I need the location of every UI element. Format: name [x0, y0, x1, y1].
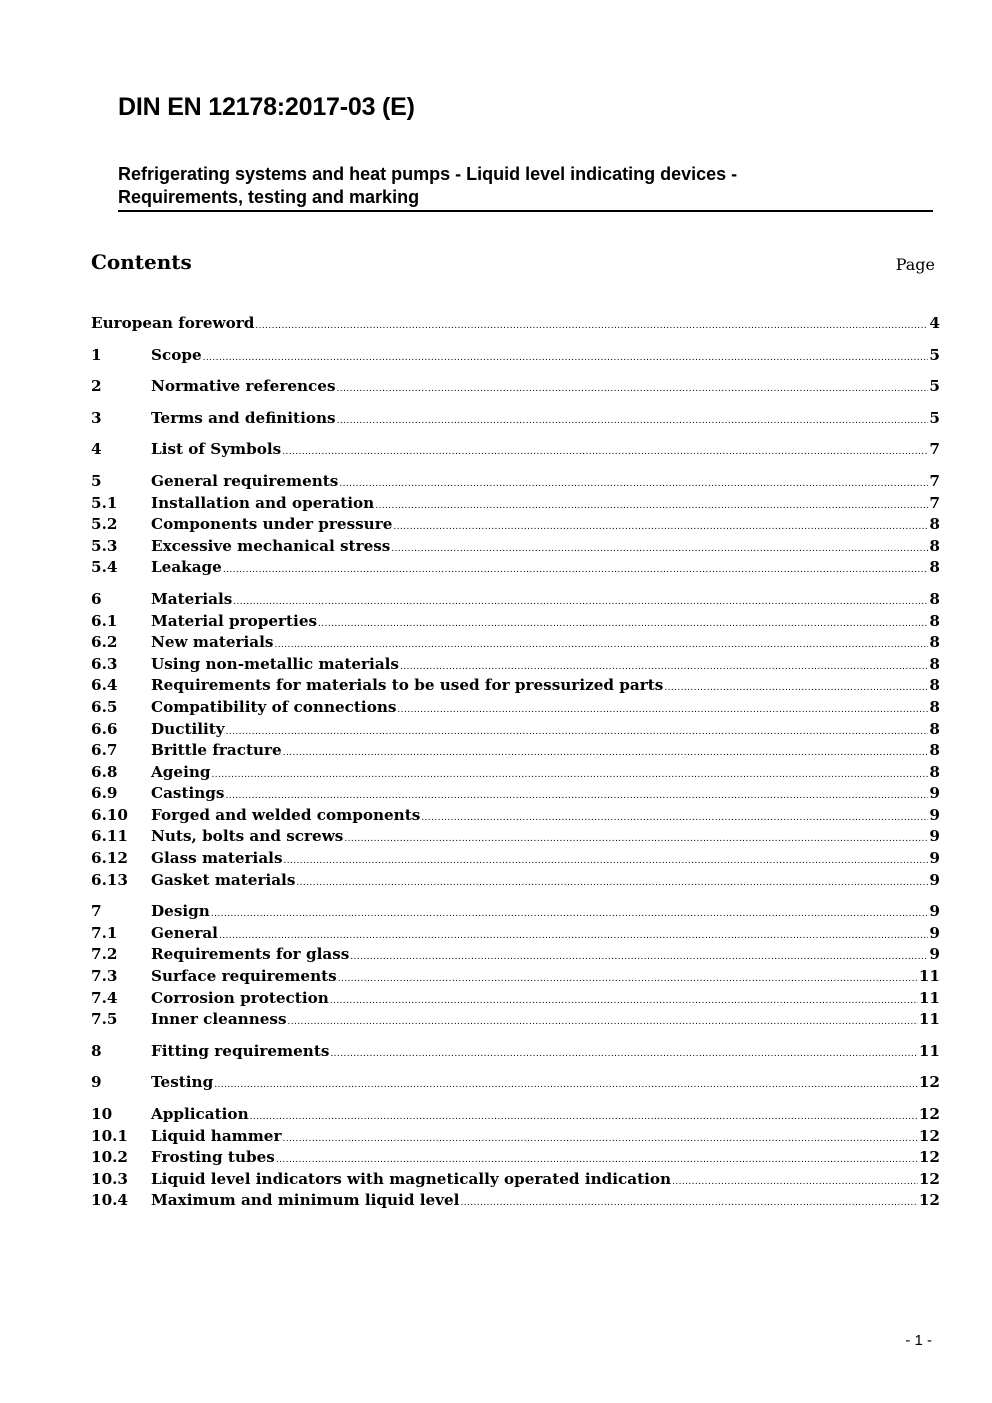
toc-entry-number: 7.5	[91, 1010, 118, 1029]
toc-entry-title: Requirements for glass	[151, 945, 350, 964]
toc-leader-dots	[233, 592, 928, 614]
toc-entry-number: 6.5	[91, 697, 118, 716]
toc-leader-dots	[337, 411, 929, 433]
toc-entry-number: 6.2	[91, 633, 118, 652]
toc-entry-title: General	[151, 923, 218, 942]
toc-entry-number: 10	[91, 1105, 113, 1123]
toc-entry-number: 6.11	[91, 827, 128, 846]
toc-entry[interactable]	[91, 923, 940, 945]
toc-entry[interactable]	[91, 1126, 940, 1148]
toc-entry-number: 7.4	[91, 988, 118, 1007]
toc-entry-title: Using non-metallic materials	[151, 654, 399, 673]
toc-entry-page: 8	[929, 654, 940, 673]
toc-leader-dots	[393, 517, 928, 539]
toc-entry-number: 8	[91, 1041, 102, 1060]
toc-entry[interactable]	[91, 697, 940, 719]
toc-entry[interactable]	[91, 966, 940, 988]
toc-entry-title: Design	[151, 902, 210, 921]
toc-entry-title: Surface requirements	[151, 967, 337, 986]
toc-entry-title: Liquid hammer	[151, 1126, 282, 1145]
toc-entry[interactable]	[91, 675, 940, 697]
toc-entry[interactable]	[91, 408, 940, 430]
toc-entry-page: 11	[918, 988, 940, 1007]
toc-entry-page: 12	[918, 1169, 940, 1188]
toc-entry-page: 9	[929, 784, 940, 803]
toc-entry-page: 7	[929, 493, 940, 512]
toc-entry-title: Components under pressure	[151, 515, 393, 534]
toc-leader-dots	[226, 722, 929, 744]
toc-entry[interactable]	[91, 376, 940, 398]
toc-entry-number: 7.2	[91, 945, 118, 964]
toc-entry-page: 12	[918, 1105, 940, 1123]
toc-entry-page: 11	[918, 1010, 940, 1029]
toc-entry-page: 5	[929, 377, 940, 396]
toc-entry-number: 10.2	[91, 1148, 128, 1167]
toc-entry-number: 6.12	[91, 849, 128, 868]
toc-entry-page: 9	[929, 945, 940, 964]
toc-entry-page: 12	[918, 1126, 940, 1145]
toc-entry[interactable]	[91, 740, 940, 762]
toc-leader-dots	[282, 1129, 917, 1151]
toc-entry[interactable]	[91, 1169, 940, 1191]
toc-entry-title: Installation and operation	[151, 493, 375, 512]
toc-entry-number: 7.1	[91, 923, 118, 942]
document-id: DIN EN 12178:2017-03 (E)	[118, 93, 415, 121]
toc-entry-title: Normative references	[151, 377, 336, 396]
toc-entry-title: Excessive mechanical stress	[151, 536, 391, 555]
toc-entry-page: 8	[929, 676, 940, 695]
toc-entry-page: 8	[929, 611, 940, 630]
toc-entry-title: Scope	[151, 345, 202, 364]
toc-entry-page: 7	[929, 440, 940, 459]
toc-entry[interactable]	[91, 1072, 940, 1094]
toc-entry-page: 11	[918, 1041, 940, 1060]
toc-entry-page: 8	[929, 697, 940, 716]
toc-entry-number: 9	[91, 1073, 102, 1092]
toc-leader-dots	[337, 379, 929, 401]
toc-entry-number: 4	[91, 440, 102, 459]
toc-leader-dots	[421, 808, 928, 830]
toc-entry[interactable]	[91, 988, 940, 1010]
toc-leader-dots	[672, 1172, 918, 1194]
toc-entry-number: 6.3	[91, 654, 118, 673]
toc-entry-title: Liquid level indicators with magnetically operated indication	[151, 1169, 672, 1188]
toc-entry-page: 12	[918, 1191, 940, 1210]
toc-entry-title: Materials	[151, 589, 233, 608]
toc-entry-number: 6	[91, 589, 102, 608]
toc-entry-number: 3	[91, 408, 102, 427]
toc-entry-page: 12	[918, 1073, 940, 1092]
toc-entry-title: Testing	[151, 1073, 214, 1092]
toc-entry-number: 5.4	[91, 558, 118, 577]
toc-entry-number: 6.1	[91, 611, 118, 630]
toc-entry-page: 8	[929, 515, 940, 534]
toc-leader-dots	[318, 614, 928, 636]
toc-entry-page: 7	[929, 471, 940, 490]
toc-entry-number: 10.3	[91, 1169, 128, 1188]
toc-entry[interactable]	[91, 1041, 940, 1063]
toc-entry[interactable]	[91, 493, 940, 515]
toc-leader-dots	[223, 560, 929, 582]
toc-entry[interactable]	[91, 1147, 940, 1169]
toc-entry-page: 8	[929, 762, 940, 781]
toc-leader-dots	[391, 539, 928, 561]
toc-entry[interactable]	[91, 514, 940, 536]
toc-leader-dots	[397, 700, 928, 722]
toc-entry-number: 5.2	[91, 515, 118, 534]
toc-entry-number: 6.4	[91, 676, 118, 695]
toc-leader-dots	[664, 678, 928, 700]
toc-leader-dots	[460, 1193, 917, 1215]
toc-entry-number: 10.4	[91, 1191, 128, 1210]
page-column-label: Page	[895, 255, 935, 274]
toc-entry[interactable]	[91, 826, 940, 848]
toc-entry-number: 7	[91, 902, 102, 921]
toc-entry-title: Compatibility of connections	[151, 697, 397, 716]
toc-entry-page: 8	[929, 633, 940, 652]
toc-entry-title: Material properties	[151, 611, 318, 630]
toc-leader-dots	[212, 765, 929, 787]
toc-entry[interactable]	[91, 439, 940, 461]
toc-entry-title: Frosting tubes	[151, 1148, 275, 1167]
toc-entry[interactable]	[91, 1190, 940, 1212]
toc-entry-page: 8	[929, 719, 940, 738]
toc-entry-title: Application	[151, 1105, 249, 1123]
toc-entry-page: 4	[929, 314, 940, 332]
toc-entry-title: Ductility	[151, 719, 225, 738]
toc-entry-title: Gasket materials	[151, 870, 296, 889]
toc-entry-page: 9	[929, 923, 940, 942]
toc-entry-title: Corrosion protection	[151, 988, 329, 1007]
toc-entry-page: 8	[929, 536, 940, 555]
toc-entry-number: 1	[91, 345, 102, 364]
toc-leader-dots	[250, 1107, 918, 1129]
toc-entry[interactable]	[91, 345, 940, 367]
toc-entry-title: European foreword	[91, 314, 255, 332]
toc-entry-page: 9	[929, 902, 940, 921]
toc-entry-number: 6.8	[91, 762, 118, 781]
toc-entry[interactable]	[91, 901, 940, 923]
toc-entry[interactable]	[91, 471, 940, 493]
toc-entry-number: 6.9	[91, 784, 118, 803]
toc-entry-number: 5.3	[91, 536, 118, 555]
document-title-line-2: Requirements, testing and marking	[118, 187, 420, 207]
toc-leader-dots	[284, 851, 929, 873]
toc-entry-title: Glass materials	[151, 849, 283, 868]
toc-entry[interactable]	[91, 805, 940, 827]
toc-leader-dots	[330, 1044, 917, 1066]
toc-entry-title: List of Symbols	[151, 440, 282, 459]
toc-leader-dots	[338, 969, 918, 991]
toc-entry-page: 8	[929, 589, 940, 608]
toc-entry-number: 6.6	[91, 719, 118, 738]
toc-entry-page: 5	[929, 408, 940, 427]
toc-entry-number: 6.7	[91, 741, 118, 760]
toc-entry-page: 9	[929, 870, 940, 889]
toc-entry-number: 6.13	[91, 870, 128, 889]
toc-entry[interactable]	[91, 1104, 940, 1126]
toc-entry-title: Nuts, bolts and screws	[151, 827, 344, 846]
toc-entry[interactable]	[91, 1009, 940, 1031]
toc-entry-number: 5	[91, 471, 102, 490]
toc-leader-dots	[282, 442, 928, 464]
toc-leader-dots	[211, 904, 929, 926]
toc-entry-title: Requirements for materials to be used for pressurized parts	[151, 676, 664, 695]
toc-leader-dots	[288, 1012, 918, 1034]
toc-leader-dots	[214, 1075, 918, 1097]
toc-entry-number: 6.10	[91, 805, 128, 824]
toc-entry-page: 9	[929, 827, 940, 846]
document-title	[118, 163, 933, 212]
toc-leader-dots	[255, 316, 928, 338]
toc-entry-page: 9	[929, 849, 940, 868]
toc-entry[interactable]	[91, 632, 940, 654]
toc-entry-page: 8	[929, 741, 940, 760]
toc-entry-title: Forged and welded components	[151, 805, 421, 824]
table-of-contents	[91, 313, 940, 1212]
toc-entry-title: Brittle fracture	[151, 741, 282, 760]
toc-entry-title: General requirements	[151, 471, 339, 490]
toc-entry[interactable]	[91, 719, 940, 741]
toc-entry-title: Terms and definitions	[151, 408, 336, 427]
toc-entry[interactable]	[91, 313, 940, 335]
toc-entry-page: 8	[929, 558, 940, 577]
toc-entry-page: 11	[918, 967, 940, 986]
toc-entry[interactable]	[91, 536, 940, 558]
toc-entry-title: Fitting requirements	[151, 1041, 330, 1060]
toc-entry[interactable]	[91, 762, 940, 784]
toc-entry-number: 2	[91, 377, 102, 396]
toc-leader-dots	[344, 829, 928, 851]
toc-entry-title: New materials	[151, 633, 274, 652]
toc-entry[interactable]	[91, 589, 940, 611]
toc-entry-title: Inner cleanness	[151, 1010, 287, 1029]
toc-entry-page: 12	[918, 1148, 940, 1167]
toc-leader-dots	[339, 474, 928, 496]
toc-entry-title: Castings	[151, 784, 225, 803]
toc-entry[interactable]	[91, 870, 940, 892]
toc-leader-dots	[330, 991, 918, 1013]
toc-entry[interactable]	[91, 783, 940, 805]
toc-leader-dots	[283, 743, 929, 765]
toc-entry-number: 7.3	[91, 967, 118, 986]
toc-leader-dots	[350, 947, 928, 969]
toc-entry[interactable]	[91, 611, 940, 633]
toc-entry-page: 5	[929, 345, 940, 364]
toc-entry-title: Maximum and minimum liquid level	[151, 1191, 460, 1210]
toc-leader-dots	[203, 348, 929, 370]
toc-leader-dots	[296, 873, 928, 895]
toc-entry-page: 9	[929, 805, 940, 824]
toc-entry[interactable]	[91, 848, 940, 870]
toc-entry-number: 5.1	[91, 493, 118, 512]
toc-entry-number: 10.1	[91, 1126, 128, 1145]
contents-heading: Contents	[91, 250, 192, 274]
toc-entry[interactable]	[91, 944, 940, 966]
toc-entry[interactable]	[91, 557, 940, 579]
toc-entry[interactable]	[91, 654, 940, 676]
footer-page-number: - 1 -	[905, 1332, 932, 1349]
document-title-line-1: Refrigerating systems and heat pumps - Liquid level indicating devices -	[118, 164, 738, 184]
toc-entry-title: Leakage	[151, 558, 222, 577]
toc-leader-dots	[375, 496, 928, 518]
toc-entry-title: Ageing	[151, 762, 211, 781]
